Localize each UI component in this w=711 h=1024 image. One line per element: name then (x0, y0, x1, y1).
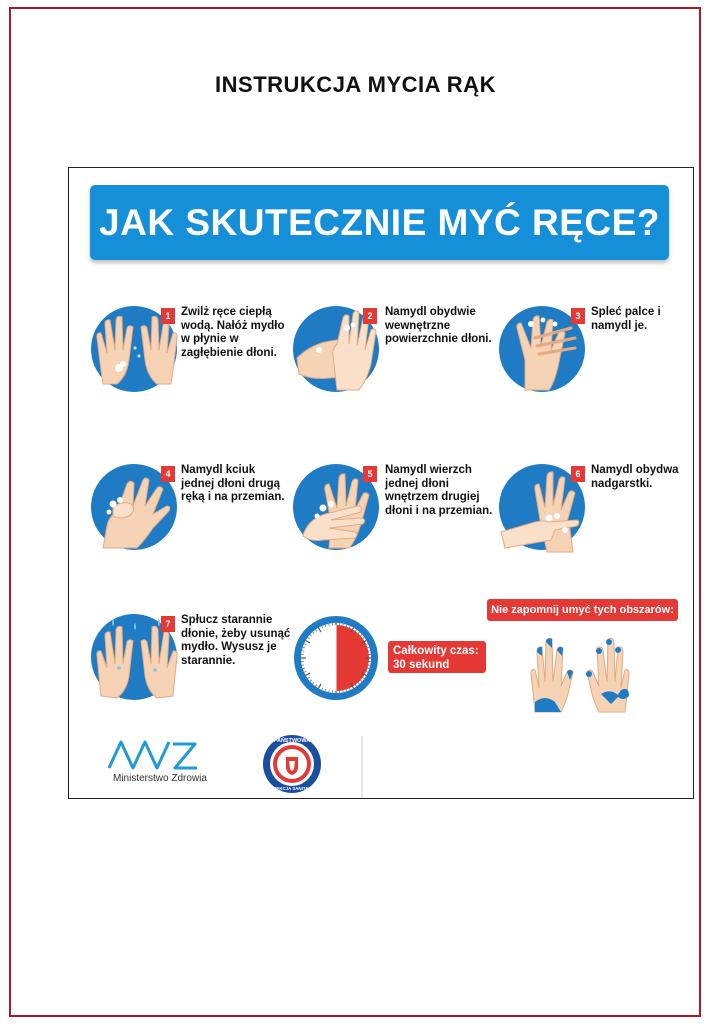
document-title: INSTRUKCJA MYCIA RĄK (215, 72, 496, 97)
step-text: Namydl wierzch jednej dłoni wnętrzem drugiej dłoni i na przemian. (385, 464, 493, 517)
svg-text:PAŃSTWOWA: PAŃSTWOWA (273, 738, 311, 744)
step-number-badge: 5 (363, 466, 377, 482)
step-text: Spleć palce i namydl je. (591, 306, 661, 332)
step-number-badge: 2 (363, 308, 377, 324)
total-time-label: Całkowity czas: (393, 645, 479, 657)
step-text: Namydl obydwa nadgarstki. (591, 464, 679, 490)
total-time-value: 30 sekund (393, 659, 450, 671)
step-text: Zwilż ręce ciepłą wodą. Nałóż mydło w płynie w zagłębienie dłoni. (181, 306, 285, 359)
step-text: Spłucz starannie dłonie, żeby usunąć mydło. Wysusz je starannie. (181, 614, 291, 667)
ministry-name: Ministerstwo Zdrowia (113, 773, 207, 784)
svg-text:INSPEKCJA SANITARNA: INSPEKCJA SANITARNA (266, 786, 318, 791)
step-number-badge: 4 (161, 466, 175, 482)
hand-washing-poster (68, 167, 694, 799)
sanitary-inspection-seal (261, 733, 323, 795)
total-time-badge (388, 641, 486, 673)
step-number-badge: 3 (571, 308, 585, 324)
reminder-banner: Nie zapomnij umyć tych obszarów: (487, 599, 678, 621)
timer-clock-icon (292, 614, 380, 702)
footer-divider (361, 736, 363, 798)
ministry-of-health-logo (107, 738, 199, 770)
missed-areas-hands-icon (525, 630, 635, 714)
step-number-badge: 1 (161, 308, 175, 324)
step-text: Namydl obydwie wewnętrzne powierzchnie dłoni. (385, 306, 492, 345)
poster-heading: JAK SKUTECZNIE MYĆ RĘCE? (90, 185, 669, 260)
step-number-badge: 7 (161, 616, 175, 632)
step-text: Namydl kciuk jednej dłoni drugą ręką i na przemian. (181, 464, 285, 503)
step-number-badge: 6 (571, 466, 585, 482)
